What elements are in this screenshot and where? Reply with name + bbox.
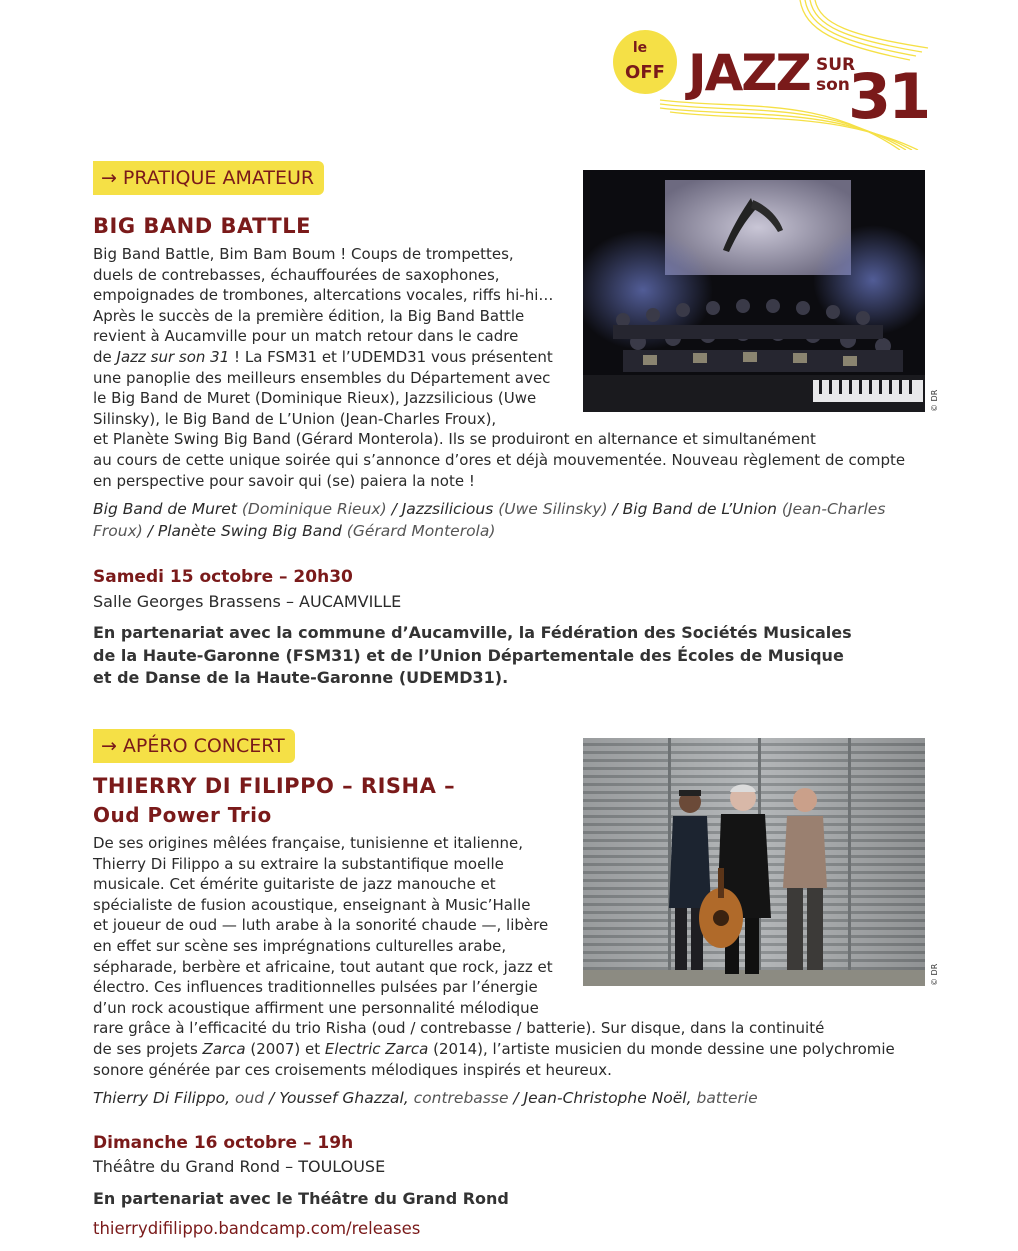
band-leader: (Gérard Monterola) bbox=[341, 522, 496, 540]
band-name: Big Band de L’Union bbox=[622, 500, 777, 518]
description-line: et joueur de oud — luth arabe à la sonorité chaude —, libère bbox=[93, 916, 549, 935]
musician-role: batterie bbox=[691, 1089, 758, 1107]
description-line: le Big Band de Muret (Dominique Rieux), Jazzsilicious (Uwe bbox=[93, 389, 537, 408]
band-name: Big Band de Muret bbox=[93, 500, 237, 518]
description-line: empoignades de trombones, altercations vocales, riffs hi-hi… bbox=[93, 286, 554, 305]
logo-graphic bbox=[600, 0, 930, 150]
lineup: Big Band de Muret (Dominique Rieux) / Jazzsilicious (Uwe Silinsky) / Big Band de L’Union (Jean-Charles Froux) / Planète Swing Big Band (Gérard Monterola) bbox=[93, 500, 886, 540]
description-line: électro. Ces influences traditionnelles pulsées par l’énergie bbox=[93, 978, 538, 997]
photo-credit: © DR bbox=[930, 963, 939, 986]
tag-label: APÉRO CONCERT bbox=[122, 735, 285, 757]
logo-off: OFF bbox=[625, 62, 665, 83]
description-line: Big Band Battle, Bim Bam Boum ! Coups de trompettes, bbox=[93, 245, 514, 263]
jazz-sur-son-31-logo bbox=[600, 0, 930, 150]
band-name: Jazzsilicious bbox=[401, 500, 494, 518]
band-name: Planète Swing Big Band bbox=[157, 522, 342, 540]
musician-name: Youssef Ghazzal, bbox=[279, 1089, 409, 1107]
description-line: rare grâce à l’efficacité du trio Risha (oud / contrebasse / batterie). Sur disque, dans la continuité bbox=[93, 1019, 825, 1038]
description-line: Après le succès de la première édition, la Big Band Battle bbox=[93, 306, 525, 325]
description-line: sonore générée par ces croisements mélodiques inspirés et heureux. bbox=[93, 1060, 612, 1079]
logo-sur: SUR bbox=[816, 55, 856, 75]
logo-31: 31 bbox=[848, 60, 929, 133]
musician-role: oud bbox=[230, 1089, 270, 1107]
photo-credit: © DR bbox=[930, 389, 939, 412]
description-line: musicale. Cet émérite guitariste de jazz manouche et bbox=[93, 875, 496, 894]
event-subtitle: Oud Power Trio bbox=[93, 803, 272, 827]
arrow-right-icon: → bbox=[101, 735, 117, 757]
description-line: Thierry Di Filippo a su extraire la substantifique moelle bbox=[93, 854, 504, 873]
description-line: revient à Aucamville pour un match retour dans le cadre bbox=[93, 327, 519, 346]
description-line: en effet sur scène ses imprégnations culturelles arabe, bbox=[93, 936, 507, 955]
musician-role: contrebasse bbox=[408, 1089, 514, 1107]
description-line: spécialiste de fusion acoustique, enseignant à Music’Halle bbox=[93, 895, 531, 914]
band-leader: (Dominique Rieux) bbox=[236, 500, 392, 518]
event-title: THIERRY DI FILIPPO – RISHA – bbox=[93, 774, 456, 798]
description-line: De ses origines mêlées française, tunisienne et italienne, bbox=[93, 834, 524, 852]
partnership-note: En partenariat avec le Théâtre du Grand Rond bbox=[93, 1189, 509, 1208]
category-tag-pratique-amateur bbox=[93, 161, 324, 195]
description-line: sépharade, berbère et africaine, tout autant que rock, jazz et bbox=[93, 957, 553, 976]
description-line: de Jazz sur son 31 ! La FSM31 et l’UDEMD31 vous présentent bbox=[93, 347, 553, 366]
logo-son: son bbox=[816, 75, 850, 95]
event-title: BIG BAND BATTLE bbox=[93, 214, 311, 238]
bandcamp-link[interactable]: thierrydifilippo.bandcamp.com/releases bbox=[93, 1219, 421, 1238]
description-line: une panoplie des meilleurs ensembles du Département avec bbox=[93, 368, 551, 387]
event-venue: Salle Georges Brassens – AUCAMVILLE bbox=[93, 592, 402, 611]
description-line: duels de contrebasses, échauffourées de saxophones, bbox=[93, 265, 500, 284]
musician-name: Jean-Christophe Noël, bbox=[523, 1089, 692, 1107]
description-line: au cours de cette unique soirée qui s’annonce d’ores et déjà mouvementée. Nouveau règlement de compte bbox=[93, 450, 906, 469]
description-line: d’un rock acoustique affirment une personnalité mélodique bbox=[93, 998, 539, 1017]
big-band-photo bbox=[583, 170, 925, 412]
lineup: Thierry Di Filippo, oud / Youssef Ghazzal, contrebasse / Jean-Christophe Noël, batterie bbox=[93, 1089, 758, 1107]
description-line: et Planète Swing Big Band (Gérard Monterola). Ils se produiront en alternance et simultanément bbox=[93, 430, 816, 449]
partnership-note: En partenariat avec la commune d’Aucamville, la Fédération des Sociétés Musicales de la Haute-Garonne (FSM31) et de l’Union Départementale des Écoles de Musique et de Danse de la Haute-Garonne (UDEMD31). bbox=[93, 623, 852, 687]
trio-photo bbox=[583, 738, 925, 986]
logo-jazz: JAZZ bbox=[688, 44, 810, 102]
album-title: Zarca bbox=[202, 1039, 246, 1058]
description-line: en perspective pour savoir qui (se) paiera la note ! bbox=[93, 471, 475, 490]
band-leader: (Uwe Silinsky) bbox=[493, 500, 613, 518]
category-tag-apero-concert bbox=[93, 729, 295, 763]
musician-name: Thierry Di Filippo, bbox=[93, 1089, 231, 1107]
tag-label: PRATIQUE AMATEUR bbox=[122, 167, 315, 189]
logo-le: le bbox=[632, 40, 648, 56]
description-line: Silinsky), le Big Band de L’Union (Jean-Charles Froux), bbox=[93, 409, 497, 428]
festival-name: Jazz sur son 31 bbox=[116, 347, 230, 366]
arrow-right-icon: → bbox=[101, 167, 117, 189]
band-leader: (Jean-Charles bbox=[776, 500, 886, 518]
event-date: Samedi 15 octobre – 20h30 bbox=[93, 567, 353, 587]
description-line: de ses projets Zarca (2007) et Electric Zarca (2014), l’artiste musicien du monde dessine une polychromie bbox=[93, 1039, 895, 1058]
event-venue: Théâtre du Grand Rond – TOULOUSE bbox=[93, 1157, 386, 1176]
album-title: Electric Zarca bbox=[324, 1039, 429, 1058]
event-date: Dimanche 16 octobre – 19h bbox=[93, 1133, 354, 1153]
